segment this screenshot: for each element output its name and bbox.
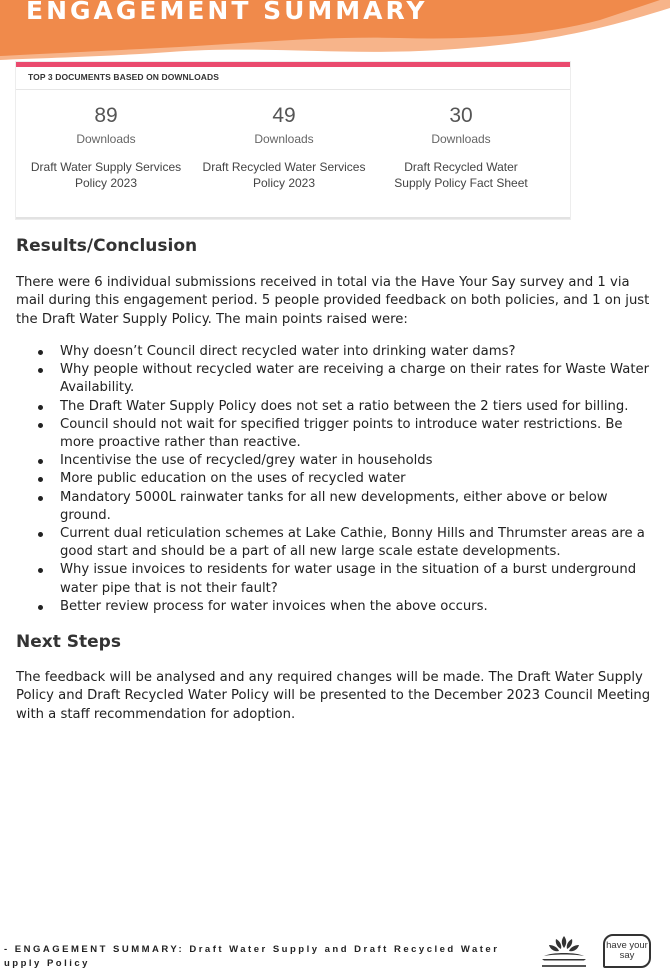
download-count: 89 [94,104,118,127]
document-stat [16,104,196,191]
list-item [16,452,656,470]
list-item-text: Why people without recycled water are receiving a charge on their rates for Waste Water Availability. [60,362,650,396]
list-item [16,361,656,397]
list-item [16,489,656,525]
footer-line: upply Policy [4,957,90,969]
list-item-text: The Draft Water Supply Policy does not set a ratio between the 2 tiers used for billing. [60,398,629,414]
have-your-say-logo: have your say [603,934,651,968]
list-item-text: Why doesn’t Council direct recycled water into drinking water dams? [60,344,516,359]
list-item-text: Current dual reticulation schemes at Lake Cathie, Bonny Hills and Thrumster areas are a good start and should be a part of all new large scale estate developments. [60,526,645,560]
list-item-text: Incentivise the use of recycled/grey water in households [60,453,433,469]
bullet-icon [38,368,43,373]
feedback-points-list [16,343,656,616]
list-item [16,416,656,452]
list-item [16,561,656,597]
results-intro: There were 6 individual submissions received in total via the Have Your Say survey and 1 via mail during this engagement period. 5 people provided feedback on both policies, and 1 on just the Draft Water Supply Policy. The main points raised were: [16,275,650,327]
bullet-icon [38,605,43,610]
bullet-icon [38,568,43,573]
document-name: Draft Recycled Water Services Policy 2023 [202,160,366,190]
list-item [16,470,656,488]
council-logo-icon [538,932,590,970]
top-documents-card [16,62,570,219]
list-item-text: Mandatory 5000L rainwater tanks for all new developments, either above or below ground. [60,489,608,523]
bullet-icon [38,459,43,464]
bullet-icon [38,477,43,482]
download-unit-label: Downloads [76,132,136,146]
list-item [16,525,656,561]
download-unit-label: Downloads [254,132,314,146]
download-count: 49 [272,104,296,127]
card-divider [16,89,570,90]
bullet-icon [38,405,43,410]
list-item-text: Why issue invoices to residents for water usage in the situation of a burst underground water pipe that is not their fault? [60,562,637,596]
footer-caption [4,943,499,970]
document-stat [194,104,374,191]
results-heading: Results/Conclusion [16,236,198,256]
next-steps-heading: Next Steps [16,632,121,652]
document-name: Draft Water Supply Services Policy 2023 [30,160,182,190]
page-title: ENGAGEMENT SUMMARY [26,0,428,25]
list-item [16,598,656,616]
download-unit-label: Downloads [431,132,491,146]
bullet-icon [38,532,43,537]
document-name: Draft Recycled Water Supply Policy Fact Sheet [394,160,528,190]
list-item-text: More public education on the uses of recycled water [60,471,406,487]
list-item [16,343,656,361]
next-steps-body: The feedback will be analysed and any required changes will be made. The Draft Water Supply Policy and Draft Recycled Water Policy will be presented to the December 2023 Council Meeting with a staff recommendation for adoption. [16,670,651,722]
footer-line: - ENGAGEMENT SUMMARY: Draft Water Supply and Draft Recycled Water [4,944,500,955]
list-item [16,398,656,416]
document-stat [371,104,551,191]
bullet-icon [38,423,43,428]
bullet-icon [38,496,43,501]
list-item-text: Better review process for water invoices when the above occurs. [60,598,488,614]
download-count: 30 [449,104,473,127]
list-item-text: Council should not wait for specified trigger points to introduce water restrictions. Be more proactive rather than reactive. [60,416,623,451]
card-heading: TOP 3 DOCUMENTS BASED ON DOWNLOADS [28,72,220,82]
bullet-icon [38,350,43,355]
